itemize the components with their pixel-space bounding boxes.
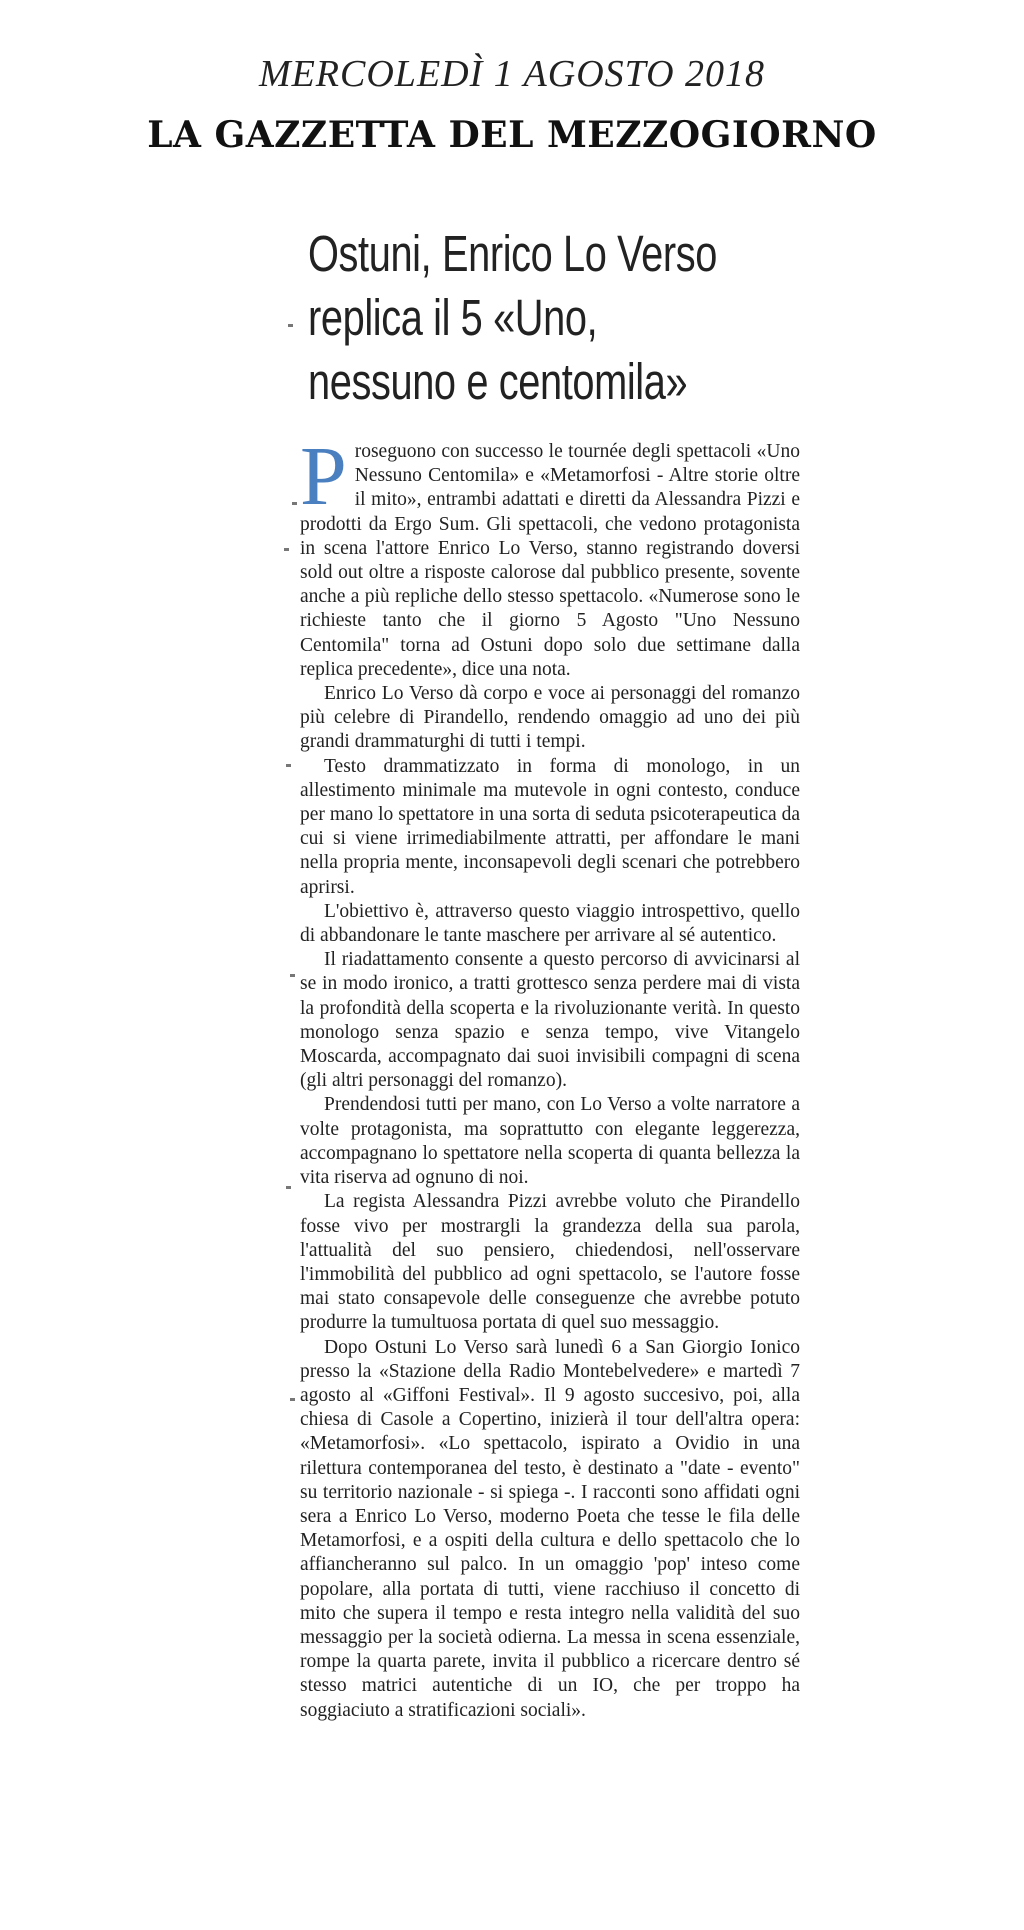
article-paragraph-4: L'obiettivo è, attraverso questo viaggio introspettivo, quello di abbandonare le tante maschere per arrivare al sé autentico. [300, 900, 800, 947]
headline-line-1: Ostuni, Enrico Lo Verso [308, 225, 717, 282]
margin-mark [288, 324, 293, 327]
article-body [300, 430, 800, 1723]
article-headline [308, 222, 717, 414]
article-paragraph-1 [300, 430, 800, 682]
newspaper-name: LA GAZZETTA DEL MEZZOGIORNO [147, 114, 877, 156]
article-paragraph-2: Enrico Lo Verso dà corpo e voce ai personaggi del romanzo più celebre di Pirandello, rendendo omaggio ad uno dei più grandi drammaturghi di tutti i tempi. [300, 683, 800, 753]
paragraph-1-text: roseguono con successo le tournée degli spettacoli «Uno Nessuno Centomila» e «Metamorfosi - Altre storie oltre il mito», entrambi adattati e diretti da Alessandra Pizzi e prodotti da Ergo Sum. Gli spettacoli, che vedono protagonista in scena l'attore Enrico Lo Verso, stanno registrando doversi sold out oltre a risposte calorose dal pubblico presente, sovente anche a più repliche dello stesso spettacolo. «Numerose sono le richieste tanto che il giorno 5 Agosto "Uno Nessuno Centomila" torna ad Ostuni dopo solo due settimane dalla replica precedente», dice una nota. [300, 441, 800, 680]
headline-line-2: replica il 5 «Uno, [308, 289, 598, 346]
article-paragraph-8: Dopo Ostuni Lo Verso sarà lunedì 6 a San Giorgio Ionico presso la «Stazione della Radio Montebelvedere» e martedì 7 agosto al «Giffoni Festival». Il 9 agosto succesivo, poi, alla chiesa di Casole a Copertino, inizierà il tour dell'altra opera: «Metamorfosi». «Lo spettacolo, ispirato a Ovidio in una rilettura contemporanea del testo, è destinato a "date - evento" su territorio nazionale - si spiega -. I racconti sono affidati ogni sera a Enrico Lo Verso, moderno Poeta che tesse le fila delle Metamorfosi, e a ospiti della cultura e dello spettacolo che lo affiancheranno sul palco. In un omaggio 'pop' inteso come popolare, alla portata di tutti, viene racchiuso il concetto di mito che supera il tempo e resta integro nella validità del suo messaggio per la società odierna. La messa in scena essenziale, rompe la quarta parete, invita il pubblico a ricercare dentro sé stesso matrici autentiche di un IO, che per troppo ha soggiaciuto a stratificazioni sociali». [300, 1336, 800, 1721]
margin-mark [290, 974, 295, 977]
headline-line-3: nessuno e centomila» [308, 353, 688, 410]
article-paragraph-5: Il riadattamento consente a questo percorso di avvicinarsi al se in modo ironico, a tratti grottesco senza perdere mai di vista la profondità della scoperta e la rivoluzionante verità. In questo monologo senza spazio e senza tempo, vive Vitangelo Moscarda, accompagnato dai suoi invisibili compagni di scena (gli altri personaggi del romanzo). [300, 949, 800, 1092]
margin-mark [290, 1398, 295, 1401]
article-paragraph-3: Testo drammatizzato in forma di monologo, in un allestimento minimale ma mutevole in ogni contesto, conduce per mano lo spettatore in una sorta di seduta psicoterapeutica da cui si viene irrimediabilmente attratti, per affondare le mani nella propria mente, inconsapevoli degli scenari che potrebbero aprirsi. [300, 755, 800, 898]
margin-mark [284, 548, 289, 551]
drop-cap: P [300, 430, 347, 523]
margin-mark [292, 502, 297, 505]
article-paragraph-6: Prendendosi tutti per mano, con Lo Verso a volte narratore a volte protagonista, ma soprattutto con elegante leggerezza, accompagnano lo spettatore nella scoperta di quanta bellezza la vita riserva ad ognuno di noi. [300, 1094, 800, 1189]
publication-date: MERCOLEDÌ 1 AGOSTO 2018 [258, 53, 766, 95]
margin-mark [286, 764, 291, 767]
article-paragraph-7: La regista Alessandra Pizzi avrebbe voluto che Pirandello fosse vivo per mostrargli la grandezza della sua parola, l'attualità del suo pensiero, chiedendosi, nell'osservare l'immobilità del pubblico ad ogni spettacolo, se l'autore fosse mai stato consapevole delle conseguenze che avrebbe potuto produrre la tumultuosa portata di quel suo messaggio. [300, 1191, 800, 1334]
margin-mark [286, 1186, 291, 1189]
